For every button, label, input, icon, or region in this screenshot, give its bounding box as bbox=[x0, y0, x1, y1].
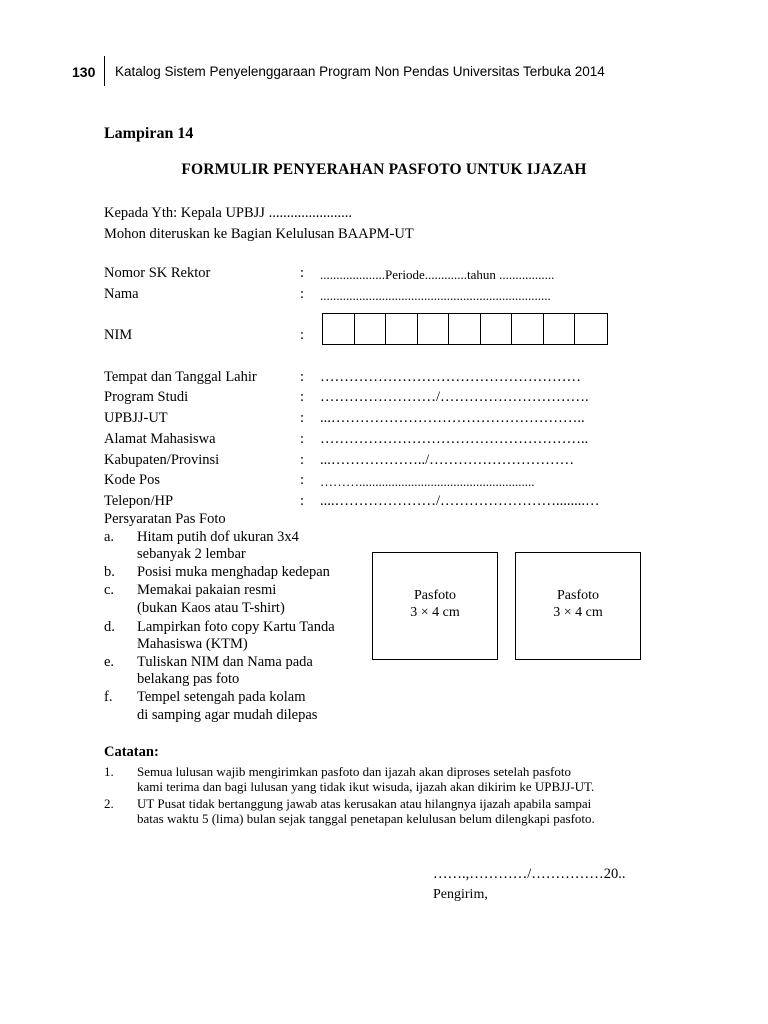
note-text-cont: batas waktu 5 (lima) bulan sejak tanggal penetapan kelulusan belum dilengkapi pasfoto. bbox=[137, 811, 595, 826]
page-number: 130 bbox=[72, 64, 96, 80]
requirement-text-cont: di samping agar mudah dilepas bbox=[137, 707, 318, 723]
field-value-kode-pos[interactable]: ………...................................................... bbox=[320, 474, 535, 489]
field-value-telepon[interactable]: ....…………………/……………………........… bbox=[320, 493, 600, 509]
sender-label: Pengirim, bbox=[433, 887, 488, 902]
field-label-upbjj: UPBJJ-UT bbox=[104, 410, 168, 426]
field-colon: : bbox=[300, 431, 305, 447]
requirement-text: Memakai pakaian resmi bbox=[137, 582, 277, 598]
photo-size: 3 × 4 cm bbox=[553, 605, 603, 620]
requirement-text-cont: (bukan Kaos atau T-shirt) bbox=[137, 600, 285, 616]
requirement-letter: d. bbox=[104, 619, 115, 635]
requirements-heading: Persyaratan Pas Foto bbox=[104, 511, 226, 527]
requirement-text: Tempel setengah pada kolam bbox=[137, 689, 306, 705]
nim-boxes[interactable] bbox=[322, 313, 608, 345]
field-colon: : bbox=[300, 327, 305, 343]
requirement-text: Tuliskan NIM dan Nama pada bbox=[137, 654, 313, 670]
field-value-upbjj[interactable]: ...…………………………………………….. bbox=[320, 410, 585, 426]
nim-box[interactable] bbox=[386, 314, 418, 344]
requirement-letter: b. bbox=[104, 564, 115, 580]
notes-heading: Catatan: bbox=[104, 744, 159, 760]
requirement-text: Hitam putih dof ukuran 3x4 bbox=[137, 529, 299, 545]
appendix-label: Lampiran 14 bbox=[104, 125, 194, 142]
note-text-cont: kami terima dan bagi lulusan yang tidak ikut wisuda, ijazah akan dikirim ke UPBJJ-UT. bbox=[137, 779, 595, 794]
field-value-alamat[interactable]: ……………………………………………….. bbox=[320, 431, 589, 447]
note-text: Semua lulusan wajib mengirimkan pasfoto dan ijazah akan diproses setelah pasfoto bbox=[137, 764, 571, 779]
nim-box[interactable] bbox=[355, 314, 387, 344]
field-label-alamat: Alamat Mahasiswa bbox=[104, 431, 216, 447]
header-divider bbox=[104, 56, 105, 86]
field-label-nama: Nama bbox=[104, 286, 139, 302]
requirement-text-cont: Mahasiswa (KTM) bbox=[137, 636, 248, 652]
requirement-text: Posisi muka menghadap kedepan bbox=[137, 564, 330, 580]
field-label-kode-pos: Kode Pos bbox=[104, 472, 160, 488]
field-colon: : bbox=[300, 389, 305, 405]
note-text: UT Pusat tidak bertanggung jawab atas kerusakan atau hilangnya ijazah apabila sampai bbox=[137, 796, 592, 811]
form-title: FORMULIR PENYERAHAN PASFOTO UNTUK IJAZAH bbox=[181, 161, 587, 178]
field-colon: : bbox=[300, 472, 305, 488]
nim-box[interactable] bbox=[544, 314, 576, 344]
field-colon: : bbox=[300, 493, 305, 509]
note-number: 1. bbox=[104, 764, 114, 779]
field-label-telepon: Telepon/HP bbox=[104, 493, 174, 509]
field-value-kabupaten-provinsi[interactable]: ...………………../………………………… bbox=[320, 452, 575, 468]
field-colon: : bbox=[300, 369, 305, 385]
field-label-program-studi: Program Studi bbox=[104, 389, 189, 405]
nim-box[interactable] bbox=[512, 314, 544, 344]
photo-label: Pasfoto bbox=[414, 588, 456, 603]
photo-label: Pasfoto bbox=[557, 588, 599, 603]
field-colon: : bbox=[300, 452, 305, 468]
photo-box-2[interactable] bbox=[515, 552, 641, 660]
requirement-letter: e. bbox=[104, 654, 115, 670]
photo-box-1[interactable] bbox=[372, 552, 498, 660]
field-colon: : bbox=[300, 286, 305, 302]
photo-size: 3 × 4 cm bbox=[410, 605, 460, 620]
nim-box[interactable] bbox=[418, 314, 450, 344]
requirement-text: Lampirkan foto copy Kartu Tanda bbox=[137, 619, 335, 635]
requirement-letter: c. bbox=[104, 582, 115, 598]
note-number: 2. bbox=[104, 796, 114, 811]
address-line-1: Kepada Yth: Kepala UPBJJ ....................... bbox=[104, 205, 352, 221]
field-label-nim: NIM bbox=[104, 327, 133, 343]
field-label-sk-rektor: Nomor SK Rektor bbox=[104, 265, 211, 281]
nim-box[interactable] bbox=[481, 314, 513, 344]
field-value-tempat-tanggal-lahir[interactable]: ……………………………………………… bbox=[320, 369, 581, 385]
requirement-letter: a. bbox=[104, 529, 115, 545]
requirement-letter: f. bbox=[104, 689, 113, 705]
field-value-nama[interactable]: ....................................................................... bbox=[320, 288, 551, 303]
catalog-title: Katalog Sistem Penyelenggaraan Program Non Pendas Universitas Terbuka 2014 bbox=[115, 64, 605, 79]
field-colon: : bbox=[300, 265, 305, 281]
nim-box[interactable] bbox=[323, 314, 355, 344]
requirement-text-cont: sebanyak 2 lembar bbox=[137, 546, 246, 562]
field-label-kabupaten-provinsi: Kabupaten/Provinsi bbox=[104, 452, 220, 468]
address-line-2: Mohon diteruskan ke Bagian Kelulusan BAAPM-UT bbox=[104, 226, 414, 242]
field-label-tempat-tanggal-lahir: Tempat dan Tanggal Lahir bbox=[104, 369, 257, 385]
signature-date-line[interactable]: …….,…………/……………20.. bbox=[433, 866, 626, 882]
field-colon: : bbox=[300, 410, 305, 426]
field-value-program-studi[interactable]: ……………………/…………………………. bbox=[320, 389, 589, 405]
nim-box[interactable] bbox=[449, 314, 481, 344]
field-value-sk-rektor[interactable]: ....................Periode.............tahun ................. bbox=[320, 267, 555, 282]
nim-box[interactable] bbox=[575, 314, 607, 344]
requirement-text-cont: belakang pas foto bbox=[137, 671, 240, 687]
